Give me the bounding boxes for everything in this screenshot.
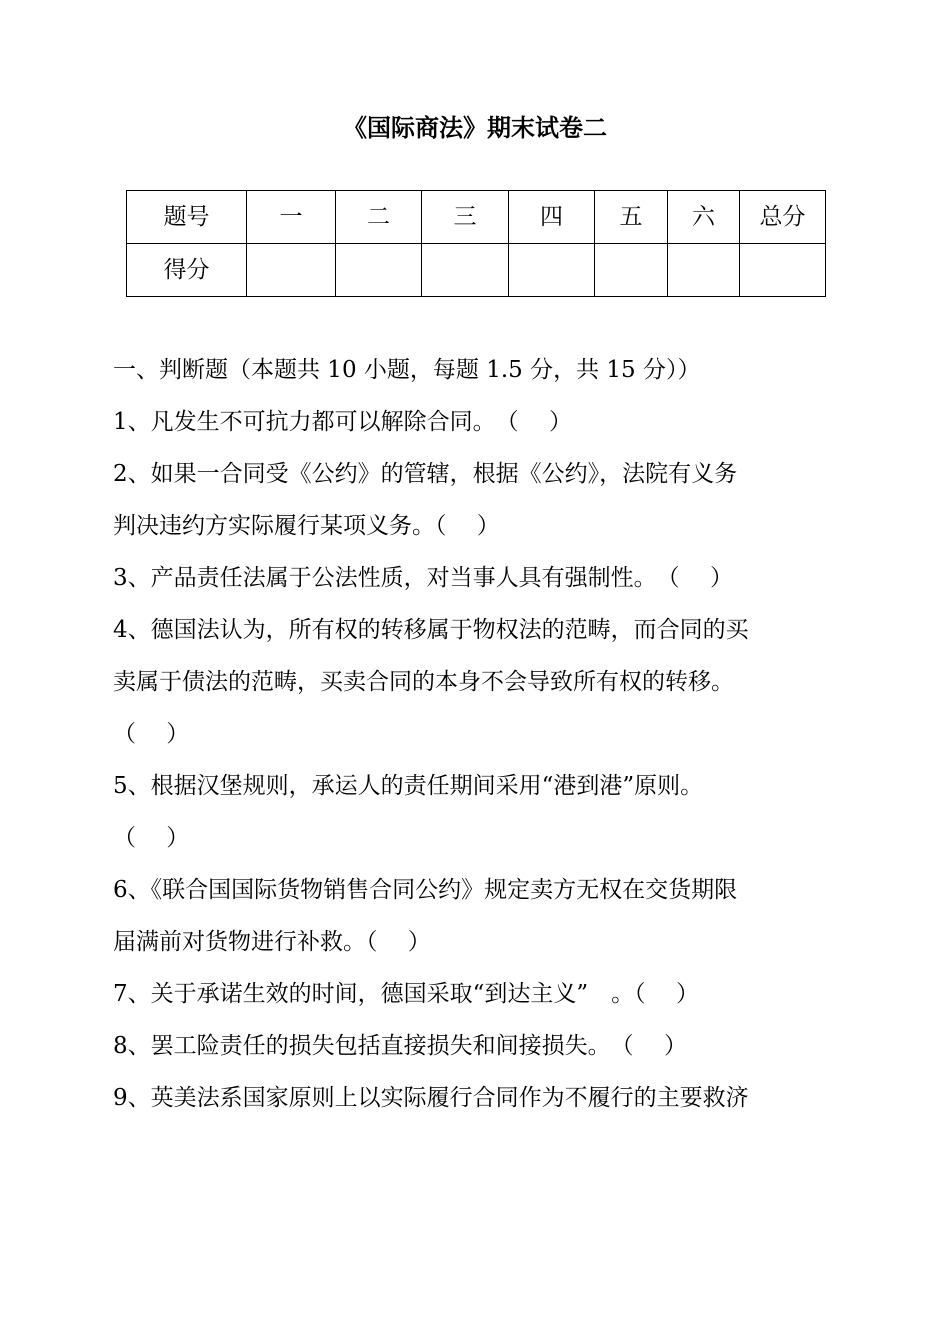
header-cell-part-1: 一	[247, 191, 336, 244]
score-table	[126, 190, 826, 297]
header-cell-part-6: 六	[668, 191, 740, 244]
header-cell-part-2: 二	[336, 191, 422, 244]
score-cell-part-6[interactable]	[668, 244, 740, 297]
answer-blank: （ ）	[113, 825, 190, 851]
section-heading: 一、判断题（本题共 10 小题，每题 1.5 分，共 15 分））	[113, 357, 701, 383]
question-line: 判决违约方实际履行某项义务。（ ）	[113, 513, 500, 539]
score-table-score-row	[127, 244, 826, 297]
score-cell-part-1[interactable]	[247, 244, 336, 297]
question-line: 6、《联合国国际货物销售合同公约》规定卖方无权在交货期限	[113, 877, 738, 903]
answer-blank: （ ）	[113, 721, 190, 747]
score-cell-part-2[interactable]	[336, 244, 422, 297]
header-cell-question-number: 题号	[127, 191, 247, 244]
header-cell-total: 总分	[740, 191, 826, 244]
score-cell-part-5[interactable]	[595, 244, 668, 297]
exam-title: 《国际商法》期末试卷二	[343, 114, 607, 142]
question-line: 2、如果一合同受《公约》的管辖，根据《公约》，法院有义务	[113, 461, 738, 487]
question-line: 8、罢工险责任的损失包括直接损失和间接损失。 （ ）	[113, 1033, 687, 1059]
question-line: 5、根据汉堡规则，承运人的责任期间采用“港到港”原则。	[113, 773, 704, 799]
score-cell-part-4[interactable]	[509, 244, 595, 297]
question-line: 卖属于债法的范畴，买卖合同的本身不会导致所有权的转移。	[113, 669, 734, 695]
question-line: 3、产品责任法属于公法性质，对当事人具有强制性。 （ ）	[113, 565, 733, 591]
section-true-false	[113, 344, 833, 1124]
score-row-label: 得分	[127, 244, 247, 297]
question-line: 4、德国法认为，所有权的转移属于物权法的范畴，而合同的买	[113, 617, 749, 643]
score-cell-total[interactable]	[740, 244, 826, 297]
score-table-header-row	[127, 191, 826, 244]
question-line: 7、关于承诺生效的时间，德国采取“到达主义” 。（ ）	[113, 981, 699, 1007]
question-line: 1、凡发生不可抗力都可以解除合同。 （ ）	[113, 409, 572, 435]
header-cell-part-3: 三	[422, 191, 509, 244]
question-line: 届满前对货物进行补救。（ ）	[113, 929, 431, 955]
header-cell-part-4: 四	[509, 191, 595, 244]
question-line: 9、英美法系国家原则上以实际履行合同作为不履行的主要救济	[113, 1085, 749, 1111]
score-cell-part-3[interactable]	[422, 244, 509, 297]
header-cell-part-5: 五	[595, 191, 668, 244]
